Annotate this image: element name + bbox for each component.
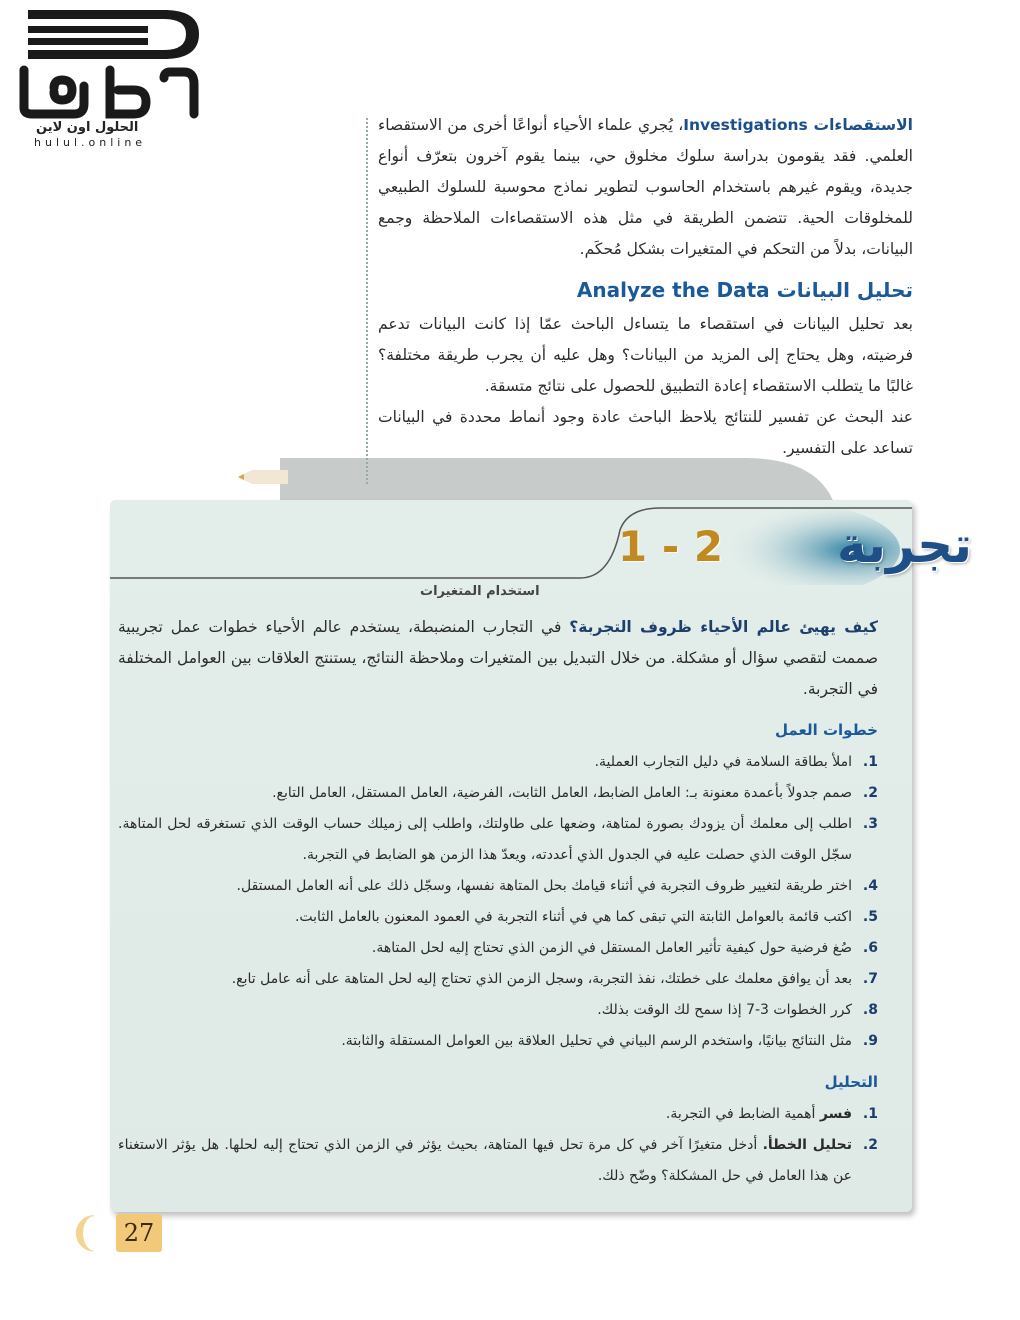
lab-question: كيف يهيئ عالم الأحياء ظروف التجربة؟ [569, 618, 879, 636]
analysis-number: 1. [862, 1106, 878, 1122]
pencil-icon [238, 470, 288, 484]
step-text: اختر طريقة لتغيير ظروف التجربة في أثناء قيامك بحل المتاهة نفسها، وسجّل ذلك على أنه العامل المستقل. [236, 878, 852, 894]
analysis-keyword: فسر [819, 1106, 852, 1122]
lab-intro-text: في التجارب المنضبطة، يستخدم عالم الأحياء خطوات عمل تجريبية صممت لتقصي سؤال أو مشكلة. من خلال التبديل بين المتغيرات وملاحظة النتائج، يستنتج العلاقات بين العوامل المختلفة في التجربة. [118, 618, 878, 698]
logo-arabic-text: الحلول اون لاين [36, 120, 139, 135]
logo-english-text: hulul.online [34, 136, 147, 149]
lab-content [118, 612, 878, 1192]
intro-column [378, 110, 913, 464]
step-text: اطلب إلى معلمك أن يزودك بصورة لمتاهة، وضعها على طاولتك، واطلب إلى زميلك حساب الوقت الذي تستغرقه لحل المتاهة. سجّل الوقت الذي حصلت عليه في الجدول الذي أعددته، ويعدّ هذا الزمن هو الضابط في التجربة. [118, 816, 852, 863]
procedure-list [118, 747, 878, 1057]
site-logo [14, 8, 204, 148]
procedure-step [118, 871, 878, 902]
step-number: 8. [862, 1002, 878, 1018]
investigations-paragraph [378, 110, 913, 265]
step-number: 1. [862, 754, 878, 770]
procedure-step [118, 1026, 878, 1057]
lab-subtitle: استخدام المتغيرات [420, 584, 540, 599]
step-number: 2. [862, 785, 878, 801]
step-number: 4. [862, 878, 878, 894]
procedure-step [118, 778, 878, 809]
procedure-step [118, 995, 878, 1026]
analysis-item [118, 1099, 878, 1130]
step-number: 7. [862, 971, 878, 987]
column-divider [366, 118, 368, 484]
procedure-step [118, 902, 878, 933]
step-number: 9. [862, 1033, 878, 1049]
analyze-paragraph-1: بعد تحليل البيانات في استقصاء ما يتساءل الباحث عمّا إذا كانت البيانات تدعم فرضيته، وهل يحتاج إلى المزيد من البيانات؟ وهل عليه أن يجرب طريقة مختلفة؟ غالبًا ما يتطلب الاستقصاء إعادة التطبيق للحصول على نتائج متسقة. [378, 315, 913, 395]
lab-title: تجربة [836, 516, 972, 574]
analysis-text: أهمية الضابط في التجربة. [665, 1106, 820, 1122]
analyze-data-heading: تحليل البيانات Analyze the Data [576, 278, 913, 302]
step-text: صمم جدولاً بأعمدة معنونة بـ: العامل الضابط، العامل الثابت، الفرضية، العامل المستقل، العامل التابع. [272, 785, 852, 801]
analyze-paragraph-2: عند البحث عن تفسير للنتائج يلاحظ الباحث عادة وجود أنماط محددة في البيانات تساعد على التفسير. [378, 408, 913, 457]
step-number: 3. [862, 816, 878, 832]
page-decoration-icon: ❨ [68, 1210, 102, 1256]
analysis-keyword: تحليل الخطأ. [762, 1137, 852, 1153]
investigations-term: الاستقصاءات Investigations [683, 116, 913, 134]
step-text: بعد أن يوافق معلمك على خطتك، نفذ التجربة، وسجل الزمن الذي تحتاج إليه لحل المتاهة على أنه عامل تابع. [231, 971, 852, 987]
analysis-list [118, 1099, 878, 1192]
step-text: صُغ فرضية حول كيفية تأثير العامل المستقل في الزمن الذي تحتاج إليه لحل المتاهة. [371, 940, 852, 956]
step-text: مثل النتائج بيانيًا، واستخدم الرسم البياني في تحليل العلاقة بين العوامل المستقلة والثابتة. [341, 1033, 852, 1049]
step-text: اكتب قائمة بالعوامل الثابتة التي تبقى كما هي في أثناء التجربة في العمود المعنون بالعامل الثابت. [294, 909, 852, 925]
procedure-step [118, 809, 878, 871]
procedure-step [118, 964, 878, 995]
analysis-heading: التحليل [824, 1073, 878, 1091]
step-number: 6. [862, 940, 878, 956]
step-text: كرر الخطوات 3-7 إذا سمح لك الوقت بذلك. [597, 1002, 852, 1018]
analysis-number: 2. [862, 1137, 878, 1153]
lab-number: 1 - 2 [618, 522, 724, 571]
analysis-item [118, 1130, 878, 1192]
page-number: 27 [116, 1214, 162, 1252]
analysis-text: أدخل متغيرًا آخر في كل مرة تحل فيها المتاهة، بحيث يؤثر في الزمن الذي تحتاج إليه لحلها. هل يؤثر الاستغناء عن هذا العامل في حل المشكلة؟ وضّح ذلك. [118, 1137, 852, 1184]
step-number: 5. [862, 909, 878, 925]
procedure-heading: خطوات العمل [775, 721, 878, 739]
procedure-step [118, 933, 878, 964]
lab-header-banner [110, 500, 912, 585]
logo-mark-icon [14, 8, 204, 123]
procedure-step [118, 747, 878, 778]
lab-intro-paragraph [118, 612, 878, 705]
step-text: املأ بطاقة السلامة في دليل التجارب العملية. [594, 754, 852, 770]
investigations-text: ، يُجري علماء الأحياء أنواعًا أخرى من الاستقصاء العلمي. فقد يقومون بدراسة سلوك مخلوق حي، بينما يقوم آخرون بتعرّف أنواع جديدة، ويقوم غيرهم باستخدام الحاسوب لتطوير نماذج محوسبة للسلوك الطبيعي للمخلوقات الحية. تتضمن الطريقة في مثل هذه الاستقصاءات الملاحظة وجمع البيانات، بدلاً من التحكم في المتغيرات بشكل مُحكَم. [378, 116, 913, 258]
